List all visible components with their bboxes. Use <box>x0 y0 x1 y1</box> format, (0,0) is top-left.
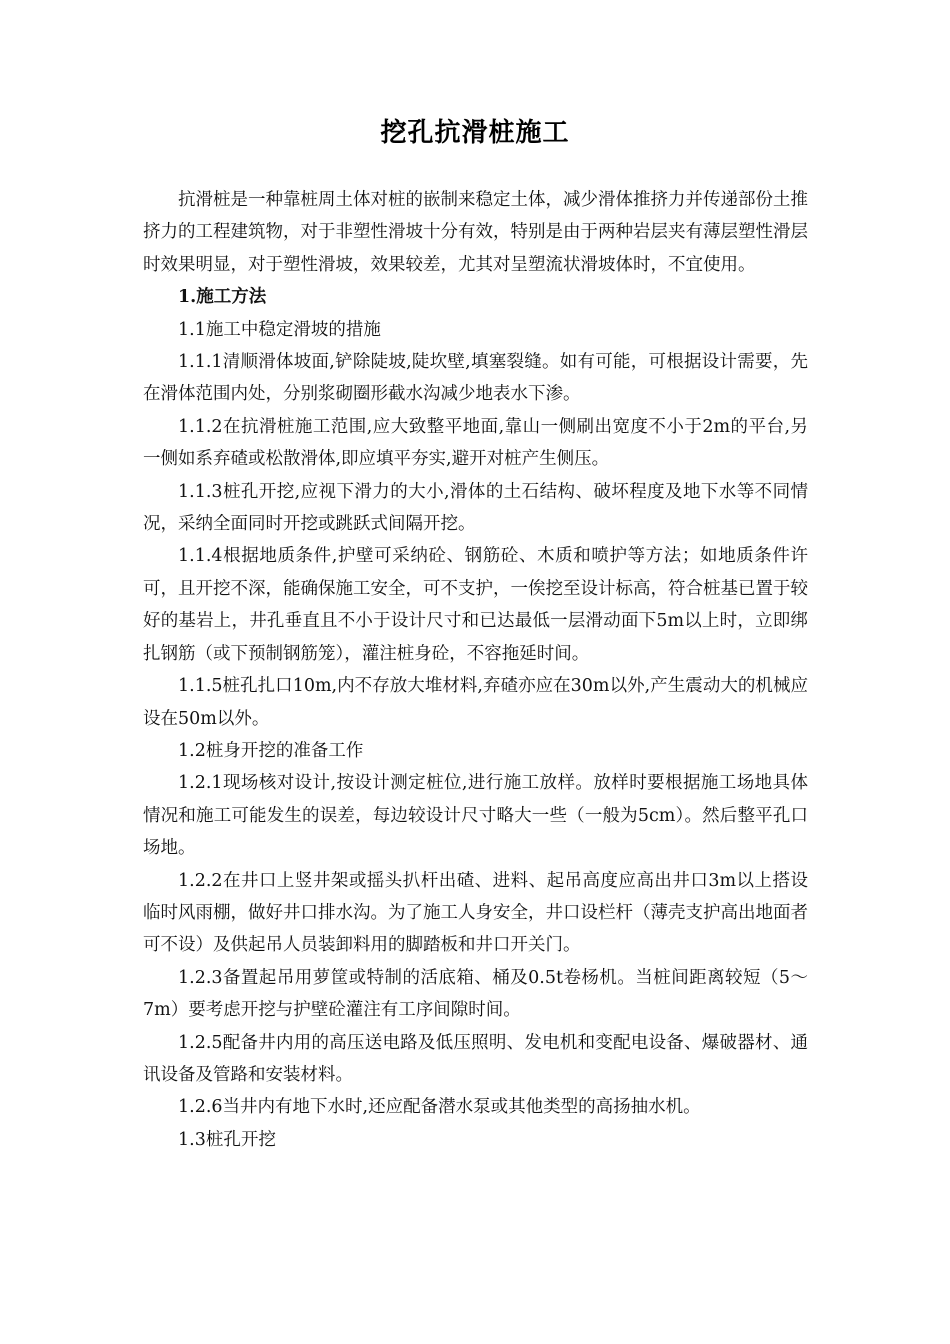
paragraph: 1.1.3桩孔开挖,应视下滑力的大小,滑体的土石结构、破坏程度及地下水等不同情况，采纳全面同时开挖或跳跃式间隔开挖。 <box>143 481 808 535</box>
document-title: 挖孔抗滑桩施工 <box>380 118 570 148</box>
intro-paragraph: 抗滑桩是一种靠桩周土体对桩的嵌制来稳定土体，减少滑体推挤力并传递部份土推挤力的工程建筑物，对于非塑性滑坡十分有效，特别是由于两种岩层夹有薄层塑性滑层时效果明显，对于塑性滑坡，效果较差，尤其对呈塑流状滑坡体时，不宜使用。 <box>143 190 808 275</box>
document-body <box>143 184 808 1156</box>
paragraph: 1.1.2在抗滑桩施工范围,应大致整平地面,靠山一侧刷出宽度不小于2m的平台,另一侧如系弃碴或松散滑体,即应填平夯实,避开对桩产生侧压。 <box>143 416 808 470</box>
paragraph: 1.1.5桩孔扎口10m,内不存放大堆材料,弃碴亦应在30m以外,产生震动大的机械应设在50m以外。 <box>143 676 808 729</box>
paragraph: 1.2.5配备井内用的高压送电路及低压照明、发电机和变配电设备、爆破器材、通讯设备及管路和安装材料。 <box>143 1032 808 1085</box>
paragraph: 1.2.3备置起吊用萝筐或特制的活底箱、桶及0.5t卷杨机。当桩间距离较短（5～7m）要考虑开挖与护壁砼灌注有工序间隙时间。 <box>143 967 808 1021</box>
subsection-heading: 1.1施工中稳定滑坡的措施 <box>178 319 381 340</box>
paragraph: 1.1.4根据地质条件,护壁可采纳砼、钢筋砼、木质和喷护等方法；如地质条件许可，且开挖不深，能确保施工安全，可不支护，一俟挖至设计标高，符合桩基已置于较好的基岩上，井孔垂直且不小于设计尺寸和已达最低一层滑动面下5m以上时，立即绑扎钢筋（或下预制钢筋笼），灌注桩身砼，不容拖延时间。 <box>143 546 808 664</box>
paragraph: 1.2.1现场核对设计,按设计测定桩位,进行施工放样。放样时要根据施工场地具体情况和施工可能发生的误差，每边较设计尺寸略大一些（一般为5cm）。然后整平孔口场地。 <box>143 773 808 859</box>
paragraph: 1.1.1清顺滑体坡面,铲除陡坡,陡坎壁,填塞裂缝。如有可能，可根据设计需要，先在滑体范围内处，分别浆砌圈形截水沟减少地表水下渗。 <box>143 352 808 405</box>
paragraph: 1.2.2在井口上竖井架或摇头扒杆出碴、进料、起吊高度应高出井口3m以上搭设临时风雨棚，做好井口排水沟。为了施工人身安全，井口设栏杆（薄壳支护高出地面者可不设）及供起吊人员装卸料用的脚踏板和井口开关门。 <box>143 870 808 956</box>
section-heading: 1.施工方法 <box>178 287 267 308</box>
paragraph: 1.2.6当井内有地下水时,还应配备潜水泵或其他类型的高扬抽水机。 <box>178 1097 701 1118</box>
subsection-heading: 1.2桩身开挖的准备工作 <box>178 740 364 761</box>
subsection-heading: 1.3桩孔开挖 <box>178 1129 276 1150</box>
